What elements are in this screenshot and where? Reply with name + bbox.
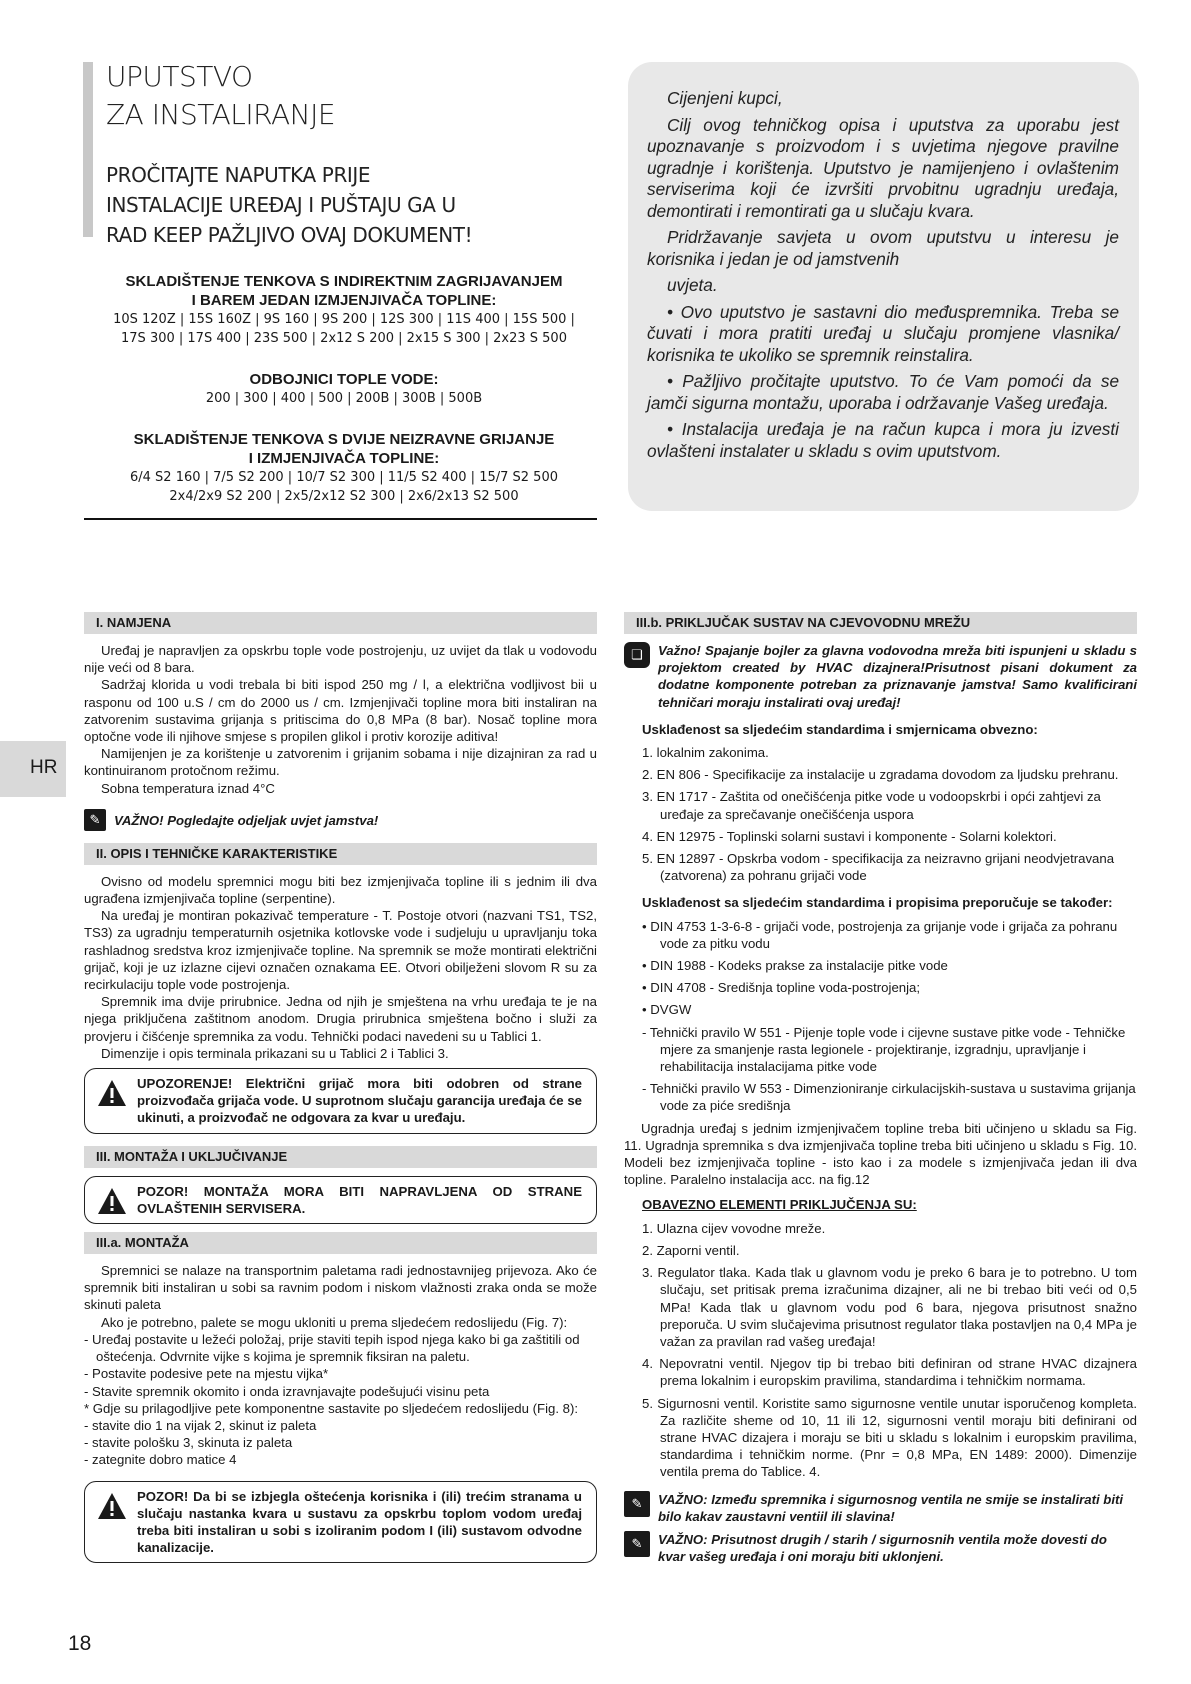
recommended-standards-list: • DIN 4753 1-3-6-8 - grijači vode, postrojenja za grijanje vode i grijača za pohranu vode za pitku vodu • DIN 1988 - Kodeks prakse za instalacije pitke vode • DIN 4708 - Središnja topline voda-postrojenja; • DVGW - Tehnički pravilo W 551 - Pijenje tople vode i cijevne sustave pitke vode - Tehničke mjere za smanjenje rasta legionele - projektiranje, izgradnju, upravljanje i rehabilitacija instalacijama pitke vode - Tehnički pravilo W 553 - Dimenzioniranje cirkulacijskih-sustava u sustavima grijanja vode za piće središnja <box>642 918 1136 1114</box>
warning-icon <box>97 1492 127 1520</box>
dismount-steps: - Uređaj postavite u ležeći položaj, prije staviti tepih ispod njega kako bi ga zaštitili od oštećenja. Odvrnite vijke s kojima je spremnik fiksiran na paletu. - Postavite podesive pete na mjestu vijka* - Stavite spremnik okomito i onda izravnjavajte podešujući visinu peta * Gdje su prilagodljive pete komponentne sastavite po sljedećem redoslijedu (Fig. 8): - stavite dio 1 na vijak 2, skinut iz paleta - stavite pološku 3, skinuta iz paleta - zategnite dobro matice 4 <box>84 1331 580 1468</box>
important-note: ❏ Važno! Spajanje bojler za glavna vodovodna mreža biti ispunjeni u skladu s projektom created by HVAC dizajnera!Prisutnost pisani dokument za dodatne komponente potreban za priznavanje jamstva! Samo kvalificirani tehničari moraju instalirati ovaj uređaj! <box>624 642 1137 711</box>
warning-icon <box>97 1079 127 1107</box>
page-title: UPUTSTVO ZA INSTALIRANJE <box>106 60 336 131</box>
warning-box: UPOZORENJE! Električni grijač mora biti odobren od strane proizvođača grijača vode. U suprotnom slučaju garancija uređaja će se ukinuti, a proizvođač ne odgovara za kvar u uređaju. <box>84 1068 597 1134</box>
model-list: SKLADIŠTENJE TENKOVA S INDIREKTNIM ZAGRIJAVANJEM I BAREM JEDAN IZMJENJIVAČA TOPLINE: 10S 120Z | 15S 160Z | 9S 160 | 9S 200 | 12S 300 | 11S 400 | 15S 500 | 17S 300 | 17S 400 | 23S 500 | 2x12 S 200 | 2x15 S 300 | 2x23 S 500 ODBOJNICI TOPLE VODE: 200 | 300 | 400 | 500 | 200B | 300B | 500B SKLADIŠTENJE TENKOVA S DVIJE NEIZRAVNE GRIJANJE I IZMJENJIVAČA TOPLINE: 6/4 S2 160 | 7/5 S2 200 | 10/7 S2 300 | 11/5 S2 400 | 15/7 S2 500 2x4/2x9 S2 200 | 2x5/2x12 S2 300 | 2x6/2x13 S2 500 <box>113 273 575 504</box>
important-note: ✎ VAŽNO: Između spremnika i sigurnosnog ventila ne smije se instalirati biti bilo kakav zaustavni ventiil ili slavina! <box>624 1491 1137 1525</box>
speech-bubble-icon: ❏ <box>624 642 650 668</box>
warning-box: POZOR! MONTAŽA MORA BITI NAPRAVLJENA OD STRANE OVLAŠTENIH SERVISERA. <box>84 1176 597 1224</box>
pencil-icon: ✎ <box>84 809 106 831</box>
language-tab: HR <box>0 741 66 797</box>
important-note: ✎ VAŽNO: Prisutnost drugih / starih / sigurnosnih ventila može dovesti do kvar vašeg uređaja i oni moraju biti uklonjeni. <box>624 1531 1137 1565</box>
page-subtitle: PROČITAJTE NAPUTKA PRIJE INSTALACIJE UREĐAJ I PUŠTAJU GA U RAD KEEP PAŽLJIVO OVAJ DOKUMENT! <box>106 163 473 247</box>
page-number: 18 <box>68 1632 92 1655</box>
divider <box>84 518 597 520</box>
section-heading: II. OPIS I TEHNIČKE KARAKTERISTIKE <box>84 843 597 865</box>
intro-text: Cijenjeni kupci, Cilj ovog tehničkog opisa i uputstva za uporabu jest upoznavanje s proizvodom i s uvjetima njegove pravilne ugradnje i korištenja. Uputstvo je namijenjeno i ovlaštenim serviserima koji će izvršiti prvobitnu ugradnju uređaja, demontirati i remontirati ga u slučaju kvara. Pridržavanje savjeta u ovom uputstvu u interesu je korisnika i jedan je od jamstvenih uvjeta. • Ovo uputstvo je sastavni dio međuspremnika. Treba se čuvati i mora pratiti uređaj u slučaju promjene vlasnika/ korisnika te ukoliko se spremnik reinstalira. • Pažljivo pročitajte uputstvo. To će Vam pomoći da se jamči sigurna montažu, uporaba i održavanje Vašeg uređaja. • Instalacija uređaja je na račun kupca i mora ju izvesti ovlašteni instalater u skladu s ovim uputstvom. <box>647 88 1119 461</box>
section-heading: III.a. MONTAŽA <box>84 1232 597 1254</box>
warning-box: POZOR! Da bi se izbjegla oštećenja korisnika i (ili) trećim stranama u slučaju nastanka kvara u sustavu za opskrbu toplom vodom uređaj treba biti instaliran u sobi s izoliranim podom I (ili) sustavom odvodne kanalizacije. <box>84 1481 597 1564</box>
title-accent-bar <box>83 62 93 237</box>
mandatory-standards-list: 1. lokalnim zakonima. 2. EN 806 - Specifikacije za instalacije u zgradama dovodom za ljudsku prehranu. 3. EN 1717 - Zaštita od onečišćenja pitke vode u vodoopskrbi i opći zahtjevi za uređaje za sprečavanje onečišćenja uspora 4. EN 12975 - Toplinski solarni sustavi i komponente - Solarni kolektori. 5. EN 12897 - Opskrba vodom - specifikacija za neizravno grijani neodvjetravana (zatvorena) za pohranu grijači vode <box>642 745 1119 884</box>
section-heading: III. MONTAŽA I UKLJUČIVANJE <box>84 1146 597 1168</box>
connection-elements-list: 1. Ulazna cijev vovodne mreže. 2. Zaporni ventil. 3. Regulator tlaka. Kada tlak u glavnom vodu je preko 6 bara je to potrebno. U tom slučaju, set pritisak prema izračunima dizajner, ali ne bi trebao biti veći od 0,5 MPa! Kada tlak u glavnom vodu pod 6 bara, njegova prisutnost snažno preporuča. U svim slučajevima prisutnost regulator tlaka postavljen na 0,4 MPa je važan za pravilan rad vašeg uređaja! 4. Nepovratni ventil. Njegov tip bi trebao biti definiran od strane HVAC dizajnera prema lokalnim i europskim pravilima, standardima i tehničkim normama. 5. Sigurnosni ventil. Koristite samo sigurnosne ventile unutar isporučenog kompleta. Za različite sheme od 10, 11 ili 12, sigurnosni ventil moraju biti definirani od strane HVAC dizajera i moraju se biti u skladu s lokalnim i europskim pravilima, standardima i tehničkim normе. (Pnr = 0,8 MPa, EN 1489: 2000). Dimenzije ventila prema do Tablice. 4. <box>642 1220 1137 1480</box>
right-column: III.b. PRIKLJUČAK SUSTAV NA CJEVOVODNU MREŽU ❏ Važno! Spajanje bojler za glavna vodovodna mreža biti ispunjeni u skladu s projektom created by HVAC dizajnera!Prisutnost pisani dokument za dodatne komponente potreban za priznavanje jamstva! Samo kvalificirani tehničari moraju instalirati ovaj uređaj! Usklađenost sa sljedećim standardima i smjernicama obvezno: 1. lokalnim zakonima. 2. EN 806 - Specifikacije za instalacije u zgradama dovodom za ljudsku prehranu. 3. EN 1717 - Zaštita od onečišćenja pitke vode u vodoopskrbi i opći zahtjevi za uređaje za sprečavanje onečišćenja uspora 4. EN 12975 - Toplinski solarni sustavi i komponente - Solarni kolektori. 5. EN 12897 - Opskrba vodom - specifikacija za neizravno grijani neodvjetravana (zatvorena) za pohranu grijači vode Usklađenost sa sljedećim standardima i propisima preporučuje se također: • DIN 4753 1-3-6-8 - grijači vode, postrojenja za grijanje vode i grijača za pohranu vode za pitku vodu • DIN 1988 - Kodeks prakse za instalacije pitke vode • DIN 4708 - Središnja topline voda-postrojenja; • DVGW - Tehnički pravilo W 551 - Pijenje tople vode i cijevne sustave pitke vode - Tehničke mjere za smanjenje rasta legionele - projektiranje, izgradnju, upravljanje i rehabilitacija instalacijama pitke vode - Tehnički pravilo W 553 - Dimenzioniranje cirkulacijskih-sustava u sustavima grijanja vode za piće središnja Ugradnja uređaj s jednim izmjenjivačem topline treba biti učinjeno u skladu sa Fig. 11. Ugradnja spremnika s dva izmjenjivača topline treba biti učinjeno u skladu s Fig. 10. Modeli bez izmjenjivača topline - isto kao i za modele s izmjenjivača jedan ili dva topline. Paralelno instalacija acc. na fig.12 OBAVEZNO ELEMENTI PRIKLJUČENJA SU: 1. Ulazna cijev vovodne mreže. 2. Zaporni ventil. 3. Regulator tlaka. Kada tlak u glavnom vodu je preko 6 bara je to potrebno. U tom slučaju, set pritisak prema izračunima dizajner, ali ne bi trebao biti veći od 0,5 MPa! Kada tlak u glavnom vodu pod 6 bara, njegova prisutnost snažno preporuča. U svim slučajevima prisutnost regulator tlaka postavljen na 0,4 MPa je važan za pravilan rad vašeg uređaja! 4. Nepovratni ventil. Njegov tip bi trebao biti definiran od strane HVAC dizajnera prema lokalnim i europskim pravilima, standardima i tehničkim normama. 5. Sigurnosni ventil. Koristite samo sigurnosne ventile unutar isporučenog kompleta. Za različite sheme od 10, 11 ili 12, sigurnosni ventil moraju biti definirani od strane HVAC dizajera i moraju se biti u skladu s lokalnim i europskim pravilima, standardima i tehničkim normе. (Pnr = 0,8 MPa, EN 1489: 2000). Dimenzije ventila prema do Tablice. 4. ✎ VAŽNO: Između spremnika i sigurnosnog ventila ne smije se instalirati biti bilo kakav zaustavni ventiil ili slavina! ✎ VAŽNO: Prisutnost drugih / starih / sigurnosnih ventila može dovesti do kvar vašeg uređaja i oni moraju biti uklonjeni. <box>624 612 1137 1571</box>
pencil-icon: ✎ <box>624 1531 650 1557</box>
section-heading: I. NAMJENA <box>84 612 597 634</box>
important-note: ✎ VAŽNO! Pogledajte odjeljak uvjet jamstva! <box>84 809 597 831</box>
section-heading: III.b. PRIKLJUČAK SUSTAV NA CJEVOVODNU MREŽU <box>624 612 1137 634</box>
left-column: I. NAMJENA Uređaj je napravljen za opskrbu tople vode postrojenju, uz uvijet da tlak u vodovodu nije veći od 8 bara. Sadržaj klorida u vodi trebala bi biti ispod 250 mg / l, a električna vodljivost bii u rasponu od 100 u.S / cm do 2000 us / cm. Izmjenjivači topline mora biti instaliran na zatvorenim sustavima grijanja s pritiscima do 0,8 MPa (8 bar). Nosač topline mora optočne vode ili njihove smjese s propilen glikol i protiv korozije aditiva! Namijenjen je za korištenje u zatvorenim i grijanim sobama i nije dizajniran za rad u kontinuiranom protočnom režimu. Sobna temperatura iznad 4°C ✎ VAŽNO! Pogledajte odjeljak uvjet jamstva! II. OPIS I TEHNIČKE KARAKTERISTIKE Ovisno od modelu spremnici mogu biti bez izmjenjivača topline ili s jednim ili dva ugrađena izmjenjivača topline (serpentine). Na uređaj je montiran pokazivač temperature - T. Postoje otvori (nazvani TS1, TS2, TS3) za ugradnju temperaturnih osjetnika kotlovske vode i sudjeluju u upravljanju toka rashladnog sredstva kroz izmjenjivače topline. Na spremnik se može montirati električni grijač, koji je uz izlazne cijevi označen oznakama EE. Otvori obilježeni slovom R su za recirkulaciju tople vode postrojenja. Spremnik ima dvije prirubnice. Jedna od njih je smještena na vrhu uređaja te je na njega priključena zaštitnom anodom. Drugia prirubnica smještena bočno i služi za provjeru i čišćenje spremnika za vodu. Tehnički podaci navedeni su u Tablici 1. Dimenzije i opis terminala prikazani su u Tablici 2 i Tablici 3. UPOZORENJE! Električni grijač mora biti odobren od strane proizvođača grijača vode. U suprotnom slučaju garancija uređaja će se ukinuti, a proizvođač ne odgovara za kvar u uređaju. III. MONTAŽA I UKLJUČIVANJE POZOR! MONTAŽA MORA BITI NAPRAVLJENA OD STRANE OVLAŠTENIH SERVISERA. III.a. MONTAŽA Spremnici se nalaze na transportnim paletama radi jednostavnijeg prijevoza. Ako će spremnik biti instaliran u sobi sa ravnim podom i niskom vlažnosti zraka onda se može skinuti paleta Ako je potrebno, palete se mogu ukloniti u prema sljedećem redoslijedu (Fig. 7): - Uređaj postavite u ležeći položaj, prije staviti tepih ispod njega kako bi ga zaštitili od oštećenja. Odvrnite vijke s kojima je spremnik fiksiran na paletu. - Postavite podesive pete na mjestu vijka* - Stavite spremnik okomito i onda izravnjavajte podešujući visinu peta * Gdje su prilagodljive pete komponentne sastavite po sljedećem redoslijedu (Fig. 8): - stavite dio 1 na vijak 2, skinut iz paleta - stavite pološku 3, skinuta iz paleta - zategnite dobro matice 4 POZOR! Da bi se izbjegla oštećenja korisnika i (ili) trećim stranama u slučaju nastanka kvara u sustavu za opskrbu toplom vodom uređaj treba biti instaliran u sobi s izoliranim podom I (ili) sustavom odvodne kanalizacije. <box>84 612 597 1569</box>
pencil-icon: ✎ <box>624 1491 650 1517</box>
warning-icon <box>97 1187 127 1215</box>
